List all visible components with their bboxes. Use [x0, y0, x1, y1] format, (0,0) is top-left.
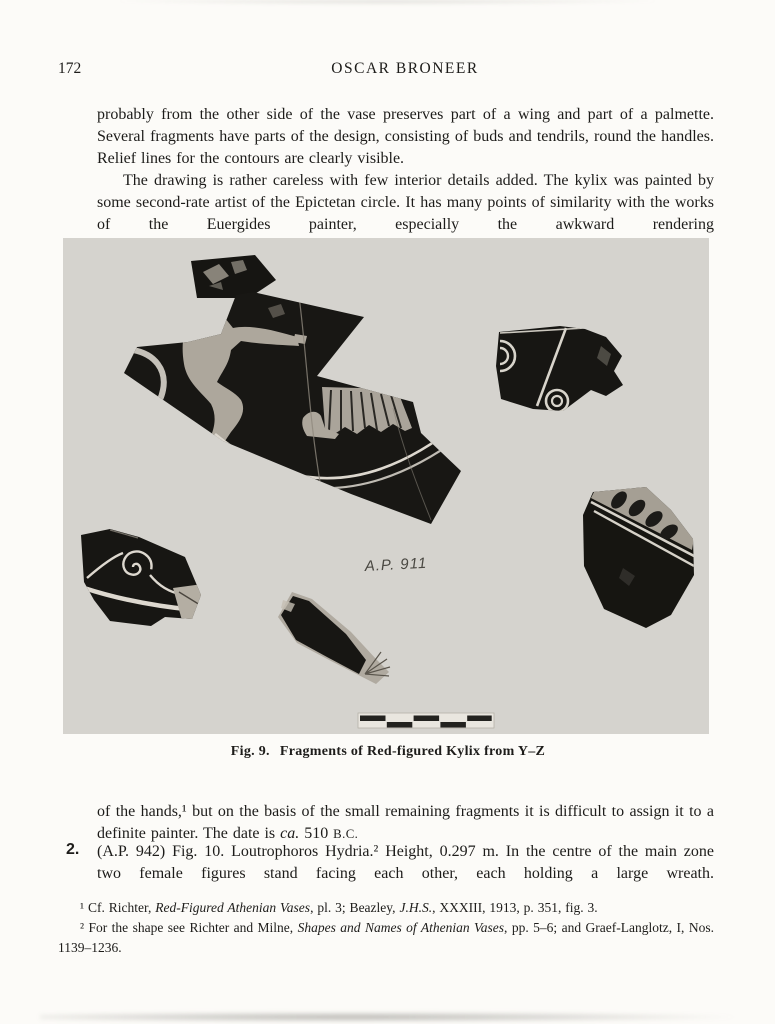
footnote-1-text: ¹ Cf. Richter,	[80, 900, 156, 915]
figure-photo	[63, 238, 709, 734]
footnote-1	[58, 898, 714, 918]
figure-caption-text: Fragments of Red-figured Kylix from Y–Z	[279, 744, 546, 759]
paragraph-3-circa: ca.	[280, 825, 300, 842]
item-number: 2.	[66, 841, 80, 858]
figure-caption	[63, 744, 713, 760]
photo-inventory-label: A.P. 911	[364, 554, 428, 575]
footnote-1-title: Red-Figured Athenian Vases	[155, 900, 311, 915]
paragraph-continuation: probably from the other side of the vase preserves part of a wing and part of a palmette. Several fragments have parts of the design, consisting of buds and tendrils, round the handles. Relief lines for the contours are clearly visible.	[97, 106, 714, 167]
page-number: 172	[58, 60, 82, 77]
paragraph-3	[97, 801, 714, 845]
footnote-2-text2: , pp. 5–6; and Graef-Langlotz, I, Nos. 1139–1236.	[58, 920, 714, 955]
paragraph-3-date: 510	[299, 825, 334, 842]
footnote-1-journal: J.H.S.	[399, 900, 433, 915]
footnote-1-text3: , XXXIII, 1913, p. 351, fig. 3.	[432, 900, 598, 915]
footnote-2	[58, 918, 714, 958]
scan-artifact-bottom	[40, 1012, 735, 1022]
running-head: OSCAR BRONEER	[331, 60, 479, 77]
item-text: (A.P. 942) Fig. 10. Loutrophoros Hydria.² Height, 0.297 m. In the centre of the main zone two female figures stand facing each other, each holding a large wreath.	[97, 843, 714, 882]
catalogue-item-2	[66, 841, 714, 885]
footnotes	[58, 898, 714, 958]
scale-bar	[358, 713, 494, 728]
footnote-2-text: ² For the shape see Richter and Milne,	[80, 920, 298, 935]
paragraph-3-text: of the hands,¹ but on the basis of the small remaining fragments it is difficult to assign it to a definite painter. The date is	[97, 803, 714, 842]
pottery-fragments-plate	[63, 238, 709, 734]
paragraph-2: The drawing is rather careless with few interior details added. The kylix was painted by some second-rate artist of the Epictetan circle. It has many points of similarity with the works of the Euergides painter, especially the awkward rendering	[97, 172, 714, 233]
footnote-1-text2: , pl. 3; Beazley,	[310, 900, 400, 915]
paragraph-3-bc: B.C.	[333, 827, 359, 841]
scan-artifact-top	[120, 0, 655, 5]
footnote-2-title: Shapes and Names of Athenian Vases	[297, 920, 505, 935]
figure-caption-number: Fig. 9.	[230, 744, 270, 759]
